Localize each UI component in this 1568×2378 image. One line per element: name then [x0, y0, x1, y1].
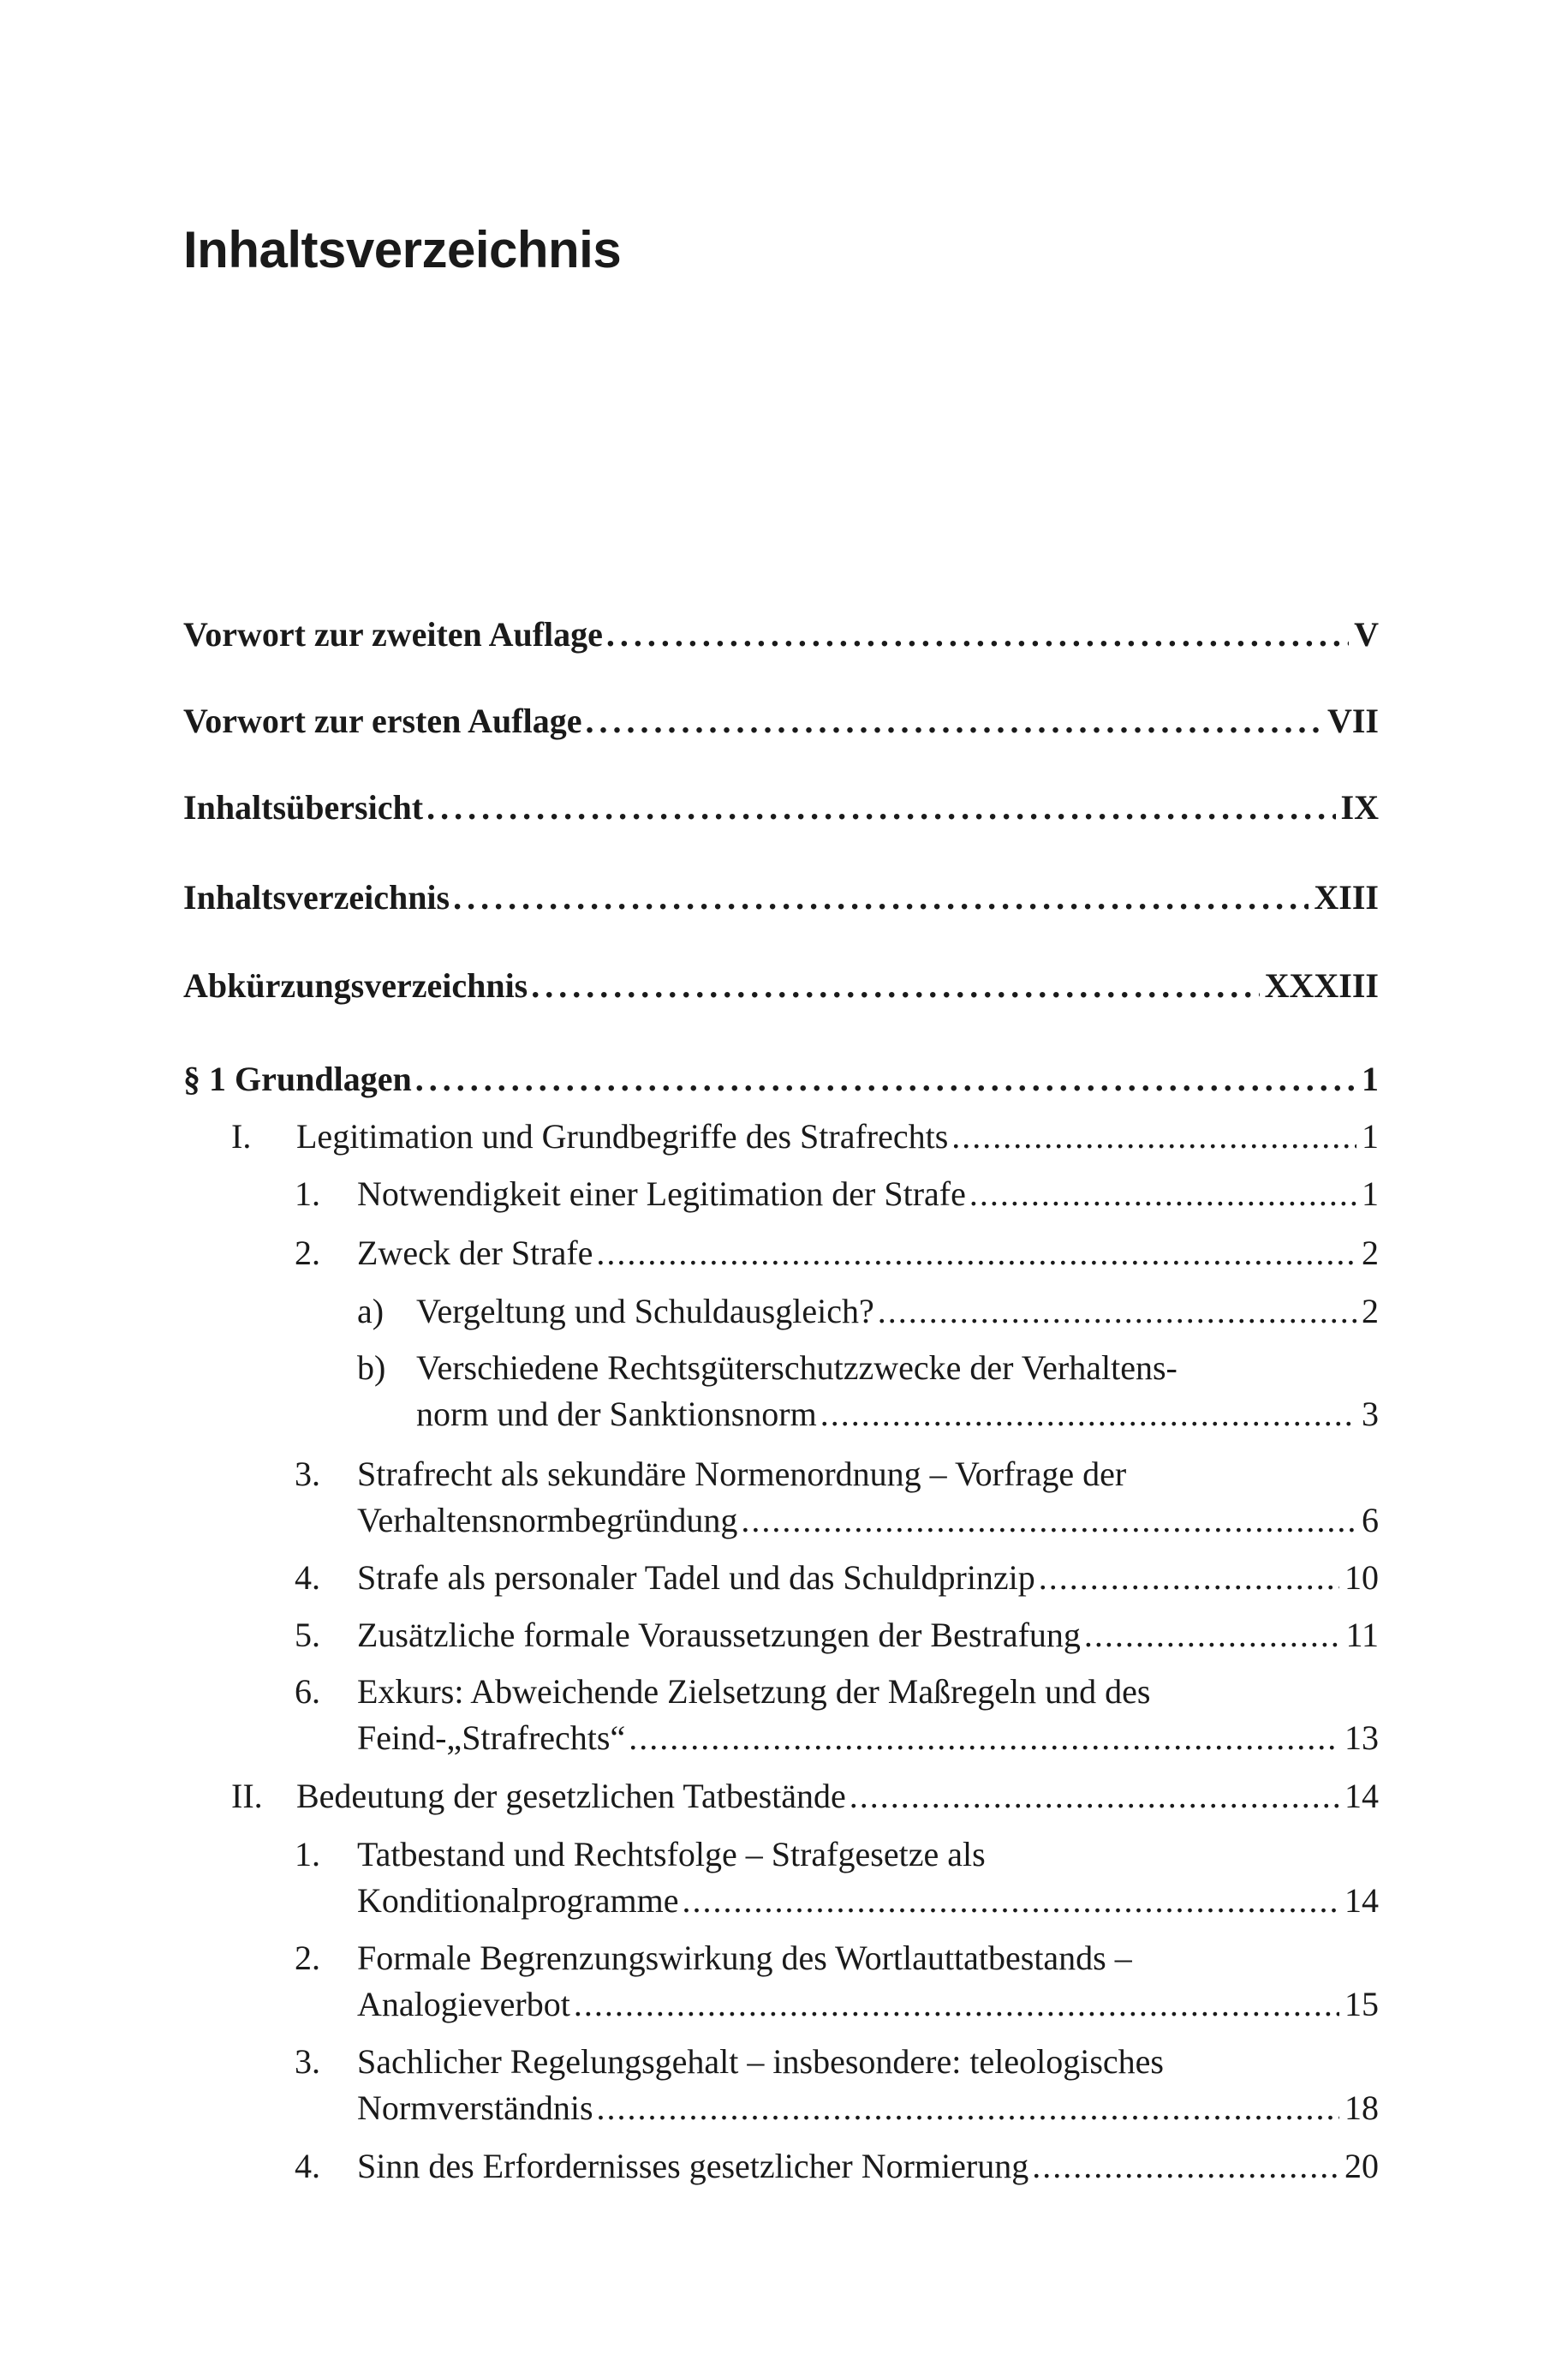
toc-item[interactable] [295, 1555, 1379, 1601]
toc-entry-number: I. [231, 1117, 252, 1156]
page-title: Inhaltsverzeichnis [183, 221, 622, 278]
toc-entry-title-line1: Formale Begrenzungswirkung des Wortlauttatbestands – [357, 1939, 1132, 1977]
toc-item[interactable] [295, 2039, 1379, 2131]
toc-entry-number: II. [231, 1777, 263, 1815]
dot-leader [596, 1230, 1356, 1276]
toc-entry-title-line1: Verschiedene Rechtsgüterschutzzwecke der Verhaltens- [416, 1348, 1177, 1387]
toc-entry-title: Notwendigkeit einer Legitimation der Strafe [357, 1174, 966, 1213]
toc-entry-page: 1 [1362, 1174, 1379, 1213]
toc-entry-page: 11 [1345, 1616, 1379, 1654]
dot-leader [878, 1288, 1356, 1335]
toc-entry-page: 15 [1344, 1985, 1379, 2023]
toc-entry-title-line1: Sachlicher Regelungsgehalt – insbesondere: teleologisches [357, 2042, 1164, 2081]
toc-entry-page: 1 [1362, 1060, 1379, 1098]
dot-leader [585, 702, 1322, 741]
dot-leader [597, 2085, 1339, 2131]
dot-leader [741, 1497, 1356, 1544]
toc-entry-title-line2: Feind-„Strafrechts“ [357, 1718, 626, 1757]
toc-item[interactable] [295, 1612, 1379, 1658]
toc-entry-number: 4. [295, 1558, 320, 1597]
toc-entry-title: Strafe als personaler Tadel und das Schuldprinzip [357, 1558, 1035, 1597]
toc-item[interactable] [295, 1230, 1379, 1276]
toc-section-I[interactable] [231, 1114, 1379, 1160]
toc-entry-title-line2: Verhaltensnormbegründung [357, 1501, 738, 1539]
toc-entry-number: b) [357, 1348, 386, 1387]
toc-entry-number: 4. [295, 2147, 320, 2185]
toc-entry-title-line2: Normverständnis [357, 2088, 593, 2127]
toc-entry-page: 2 [1362, 1234, 1379, 1272]
toc-entry-title: § 1 Grundlagen [183, 1060, 412, 1098]
toc-entry-inhaltsverzeichnis[interactable] [183, 878, 1379, 917]
dot-leader [969, 1171, 1356, 1217]
toc-entry-title-line2: norm und der Sanktionsnorm [416, 1395, 817, 1433]
toc-entry-number: 2. [295, 1939, 320, 1977]
toc-entry-number: 1. [295, 1835, 320, 1873]
toc-item[interactable] [295, 1669, 1379, 1761]
toc-entry-title: Zusätzliche formale Voraussetzungen der Bestrafung [357, 1616, 1081, 1654]
dot-leader [629, 1715, 1339, 1761]
dot-leader [415, 1060, 1356, 1099]
dot-leader [682, 1878, 1339, 1924]
toc-entry-page: VII [1327, 702, 1379, 740]
toc-entry-page: 13 [1344, 1718, 1379, 1757]
toc-entry-title-line2: Konditionalprogramme [357, 1881, 679, 1920]
toc-entry-title-line1: Strafrecht als sekundäre Normenordnung – Vorfrage der [357, 1455, 1127, 1493]
toc-entry-page: IX [1340, 788, 1379, 827]
toc-entry-vorwort-zweite[interactable] [183, 615, 1379, 654]
toc-entry-number: 5. [295, 1616, 320, 1654]
toc-entry-number: 1. [295, 1174, 320, 1213]
dot-leader [574, 1981, 1339, 2028]
toc-entry-title-line1: Exkurs: Abweichende Zielsetzung der Maßregeln und des [357, 1672, 1151, 1711]
toc-entry-page: 18 [1344, 2088, 1379, 2127]
toc-entry-title: Sinn des Erfordernisses gesetzlicher Normierung [357, 2147, 1029, 2185]
toc-entry-inhaltsuebersicht[interactable] [183, 788, 1379, 828]
dot-leader [1039, 1555, 1339, 1601]
toc-entry-title: Inhaltsübersicht [183, 788, 424, 827]
toc-item[interactable] [295, 1171, 1379, 1217]
toc-entry-page: 20 [1344, 2147, 1379, 2185]
dot-leader [1084, 1612, 1341, 1658]
dot-leader [951, 1114, 1356, 1160]
toc-entry-page: XXXIII [1264, 966, 1379, 1005]
toc-entry-title: Vorwort zur ersten Auflage [183, 702, 582, 740]
dot-leader [426, 788, 1335, 828]
toc-item[interactable] [295, 1451, 1379, 1544]
toc-entry-page: V [1354, 615, 1379, 654]
toc-entry-page: 2 [1362, 1292, 1379, 1330]
toc-entry-title: Vorwort zur zweiten Auflage [183, 615, 603, 654]
toc-item[interactable] [295, 1831, 1379, 1924]
toc-entry-number: a) [357, 1292, 385, 1330]
toc-item[interactable] [295, 1935, 1379, 2028]
toc-entry-page: 6 [1362, 1501, 1379, 1539]
toc-item[interactable] [295, 2143, 1379, 2190]
toc-entry-number: 3. [295, 1455, 320, 1493]
toc-entry-number: 3. [295, 2042, 320, 2081]
toc-entry-title: Bedeutung der gesetzlichen Tatbestände [296, 1777, 846, 1815]
dot-leader [850, 1773, 1339, 1819]
toc-entry-page: 1 [1362, 1117, 1379, 1156]
toc-entry-title: Vergeltung und Schuldausgleich? [416, 1292, 874, 1330]
dot-leader [606, 615, 1349, 654]
dot-leader [1032, 2143, 1339, 2190]
toc-section-II[interactable] [231, 1773, 1379, 1819]
toc-entry-title: Inhaltsverzeichnis [183, 878, 450, 917]
toc-entry-page: 14 [1344, 1777, 1379, 1815]
toc-entry-number: 6. [295, 1672, 320, 1711]
toc-entry-page: 14 [1344, 1881, 1379, 1920]
dot-leader [453, 878, 1309, 917]
toc-entry-abkuerzungen[interactable] [183, 966, 1379, 1006]
toc-entry-page: XIII [1314, 878, 1379, 917]
toc-entry-title-line1: Tatbestand und Rechtsfolge – Strafgesetze als [357, 1835, 986, 1873]
toc-entry-vorwort-erste[interactable] [183, 702, 1379, 741]
toc-chapter-grundlagen[interactable] [183, 1060, 1379, 1099]
dot-leader [820, 1391, 1356, 1437]
toc-entry-page: 3 [1362, 1395, 1379, 1433]
toc-entry-page: 10 [1344, 1558, 1379, 1597]
toc-entry-title: Legitimation und Grundbegriffe des Strafrechts [296, 1117, 949, 1156]
dot-leader [531, 966, 1259, 1006]
toc-entry-number: 2. [295, 1234, 320, 1272]
toc-entry-title: Abkürzungsverzeichnis [183, 966, 528, 1005]
toc-item[interactable] [357, 1345, 1379, 1437]
toc-entry-title: Zweck der Strafe [357, 1234, 593, 1272]
toc-item[interactable] [357, 1288, 1379, 1335]
toc-entry-title-line2: Analogieverbot [357, 1985, 570, 2023]
